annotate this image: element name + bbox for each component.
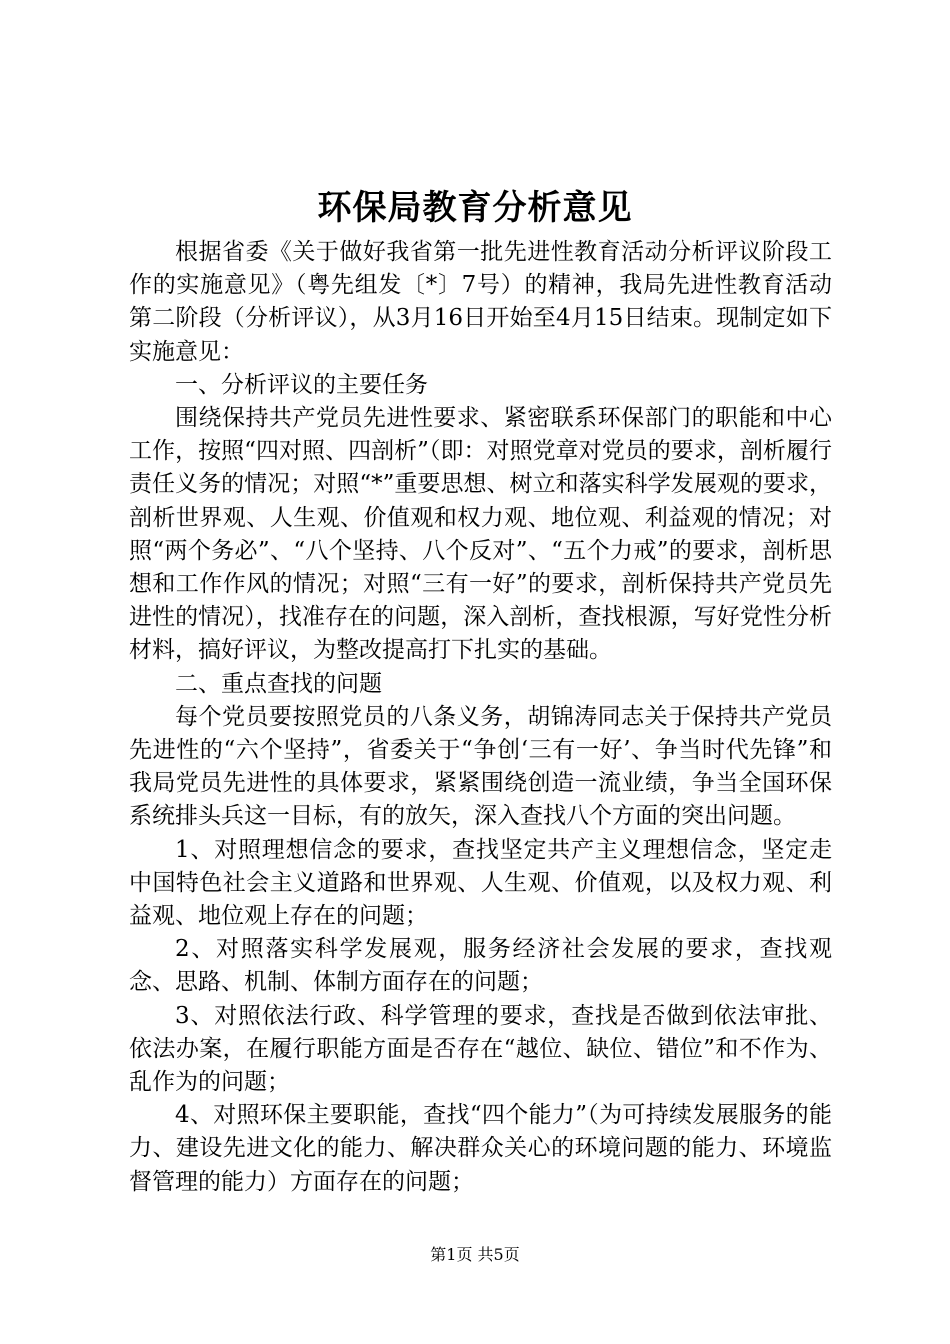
list-item-4: 4、对照环保主要职能，查找“四个能力”（为可持续发展服务的能力、建设先进文化的能力、解决群众关心的环境问题的能力、环境监督管理的能力）方面存在的问题； <box>129 1102 832 1195</box>
paragraph-key-issues: 每个党员要按照党员的八条义务，胡锦涛同志关于保持共产党员先进性的“六个坚持”，省委关于“争创‘三有一好’、争当时代先锋”和我局党员先进性的具体要求，紧紧围绕创造一流业绩，争当全国环保系统排头兵这一目标，有的放矢，深入查找八个方面的突出问题。 <box>129 703 832 830</box>
paragraph-main-tasks: 围绕保持共产党员先进性要求、紧密联系环保部门的职能和中心工作，按照“四对照、四剖析”（即：对照党章对党员的要求，剖析履行责任义务的情况；对照“*”重要思想、树立和落实科学发展观的要求，剖析世界观、人生观、价值观和权力观、地位观、利益观的情况；对照“两个务必”、“八个坚持、八个反对”、“五个力戒”的要求，剖析思想和工作作风的情况；对照“三有一好”的要求，剖析保持共产党员先进性的情况），找准存在的问题，深入剖析，查找根源，写好党性分析材料，搞好评议，为整改提高打下扎实的基础。 <box>129 405 832 664</box>
page-number-footer: 第1页 共5页 <box>430 1245 520 1264</box>
section-heading-2: 二、重点查找的问题 <box>175 670 382 697</box>
list-item-3: 3、对照依法行政、科学管理的要求，查找是否做到依法审批、依法办案，在履行职能方面是否存在“越位、缺位、错位”和不作为、乱作为的问题； <box>129 1002 832 1096</box>
paragraph-intro: 根据省委《关于做好我省第一批先进性教育活动分析评议阶段工作的实施意见》（粤先组发〔*〕7号）的精神，我局先进性教育活动第二阶段（分析评议），从3月16日开始至4月15日结束。现制定如下实施意见： <box>129 239 832 365</box>
section-heading-1: 一、分析评议的主要任务 <box>175 371 428 398</box>
document-title: 环保局教育分析意见 <box>317 188 633 228</box>
list-item-1: 1、对照理想信念的要求，查找坚定共产主义理想信念，坚定走中国特色社会主义道路和世界观、人生观、价值观，以及权力观、利益观、地位观上存在的问题； <box>129 836 832 930</box>
document-body <box>129 236 832 1199</box>
list-item-2: 2、对照落实科学发展观，服务经济社会发展的要求，查找观念、思路、机制、体制方面存在的问题； <box>129 936 832 996</box>
